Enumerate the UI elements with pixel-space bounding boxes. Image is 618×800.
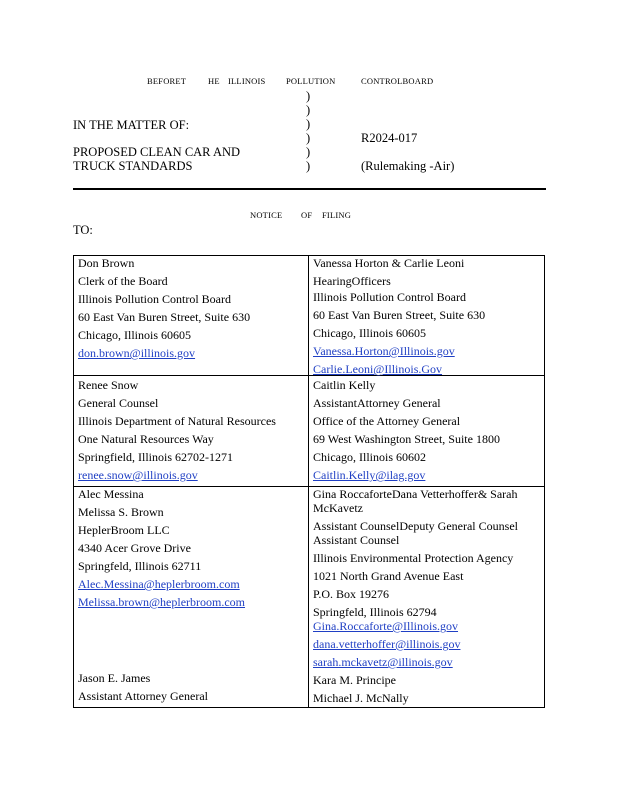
contact-title: AssistantAttorney General: [313, 396, 441, 410]
contact-email-link[interactable]: renee.snow@illinois.gov: [78, 468, 198, 482]
contact-street: One Natural Resources Way: [78, 432, 214, 446]
contact-title: Clerk of the Board: [78, 274, 168, 288]
contact-city: Springfeld, Illinois 62711: [78, 559, 202, 573]
service-entry-iepa: [313, 485, 518, 707]
contact-name: Caitlin Kelly: [313, 378, 376, 392]
service-list-column-divider: [308, 255, 309, 708]
service-entry-heplerbroom: [78, 485, 245, 611]
contact-name: Kara M. Principe: [313, 673, 396, 687]
header-word-2: HE: [208, 76, 220, 86]
service-entry-dnr: [78, 376, 276, 484]
contact-email-link[interactable]: Gina.Roccaforte@Illinois.gov: [313, 619, 459, 633]
contact-email-link[interactable]: don.brown@illinois.gov: [78, 346, 196, 360]
notice-word-1: NOTICE: [250, 210, 283, 220]
contact-city: Chicago, Illinois 60605: [78, 328, 191, 342]
contact-org: Illinois Department of Natural Resources: [78, 414, 276, 428]
caption-paren: ): [306, 117, 311, 131]
service-entry-hearing-officers: [313, 254, 485, 378]
contact-email-link[interactable]: Carlie.Leoni@Illinois.Gov: [313, 362, 443, 376]
caption-paren: ): [306, 89, 311, 103]
matter-label: IN THE MATTER OF:: [73, 118, 190, 132]
header-word-5: CONTROLBOARD: [361, 76, 434, 86]
contact-title: HearingOfficers: [313, 274, 391, 288]
contact-city: Springfield, Illinois 62702-1271: [78, 450, 233, 464]
contact-titles: Assistant Counsel: [313, 533, 400, 547]
header-word-3: ILLINOIS: [228, 76, 266, 86]
contact-email-link[interactable]: dana.vetterhoffer@illinois.gov: [313, 637, 461, 651]
contact-names: Gina RoccaforteDana Vetterhoffer& Sarah: [313, 487, 518, 501]
proposal-line-1: PROPOSED CLEAN CAR AND: [73, 145, 241, 159]
contact-street: 4340 Acer Grove Drive: [78, 541, 191, 555]
contact-org: Illinois Pollution Control Board: [313, 290, 467, 304]
contact-name: Vanessa Horton & Carlie Leoni: [313, 256, 465, 270]
contact-org: Illinois Environmental Protection Agency: [313, 551, 514, 565]
contact-title: Assistant Attorney General: [78, 689, 208, 703]
service-entry-assistant-ag: [78, 669, 208, 705]
contact-name: Melissa S. Brown: [78, 505, 164, 519]
notice-word-2: OF: [301, 210, 313, 220]
caption-paren: ): [306, 159, 311, 173]
caption-paren: ): [306, 131, 311, 145]
contact-email-link[interactable]: Alec.Messina@heplerbroom.com: [78, 577, 240, 591]
contact-name: Don Brown: [78, 256, 135, 270]
proposal-line-2: TRUCK STANDARDS: [73, 159, 193, 173]
contact-org: Office of the Attorney General: [313, 414, 461, 428]
caption-paren: ): [306, 145, 311, 159]
contact-street: 60 East Van Buren Street, Suite 630: [313, 308, 486, 322]
header-word-1: BEFORET: [147, 76, 187, 86]
contact-email-link[interactable]: Vanessa.Horton@Illinois.gov: [313, 344, 455, 358]
contact-street: 69 West Washington Street, Suite 1800: [313, 432, 500, 446]
contact-city: Chicago, Illinois 60602: [313, 450, 426, 464]
docket-type: (Rulemaking -Air): [361, 159, 455, 173]
contact-title: General Counsel: [78, 396, 159, 410]
contact-email-link[interactable]: Caitlin.Kelly@ilag.gov: [313, 468, 426, 482]
contact-org: HeplerBroom LLC: [78, 523, 170, 537]
contact-email-link[interactable]: sarah.mckavetz@illinois.gov: [313, 655, 453, 669]
contact-org: Illinois Pollution Control Board: [78, 292, 232, 306]
contact-name: Alec Messina: [78, 487, 144, 501]
service-entry-attorney-general: [313, 376, 500, 484]
contact-name: Renee Snow: [78, 378, 139, 392]
contact-city: Chicago, Illinois 60605: [313, 326, 426, 340]
contact-city: Springfeld, Illinois 62794: [313, 605, 437, 619]
contact-titles: Assistant CounselDeputy General Counsel: [313, 519, 518, 533]
contact-pobox: P.O. Box 19276: [313, 587, 390, 601]
notice-word-3: FILING: [322, 210, 352, 220]
contact-name: Michael J. McNally: [313, 691, 409, 705]
docket-number: R2024-017: [361, 131, 418, 145]
contact-street: 60 East Van Buren Street, Suite 630: [78, 310, 251, 324]
caption-paren: ): [306, 103, 311, 117]
contact-names: McKavetz: [313, 501, 363, 515]
to-label: TO:: [73, 223, 93, 237]
contact-email-link[interactable]: Melissa.brown@heplerbroom.com: [78, 595, 246, 609]
service-entry-clerk: [78, 254, 250, 362]
header-word-4: POLLUTION: [286, 76, 336, 86]
contact-name: Jason E. James: [78, 671, 151, 685]
contact-street: 1021 North Grand Avenue East: [313, 569, 464, 583]
caption-divider: [73, 188, 546, 190]
